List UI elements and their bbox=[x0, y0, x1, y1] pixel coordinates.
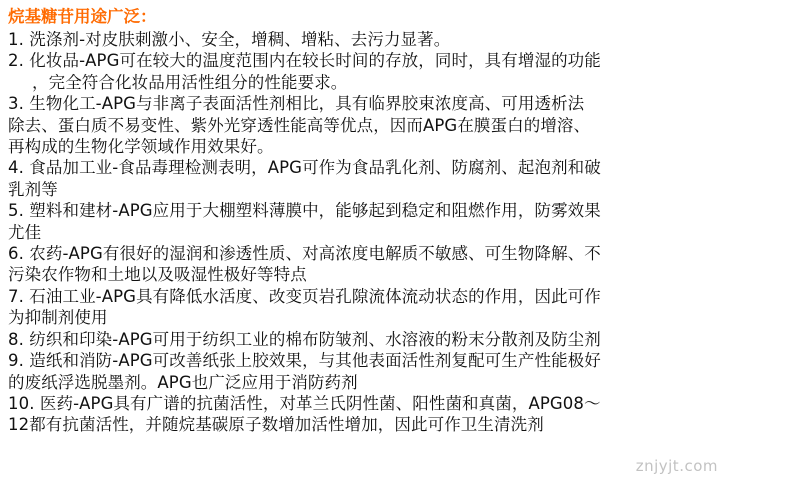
text-line: 乳剂等 bbox=[8, 179, 58, 199]
text-line: 的废纸浮选脱墨剂。APG也广泛应用于消防药剂 bbox=[8, 372, 358, 392]
text-line: 污染农作物和土地以及吸湿性极好等特点 bbox=[8, 265, 307, 285]
watermark: znjyjt.com bbox=[635, 457, 718, 475]
text-line: 12都有抗菌活性，并随烷基碳原子数增加活性增加，因此可作卫生清洗剂 bbox=[8, 415, 544, 435]
text-line: 3. 生物化工-APG与非离子表面活性剂相比，具有临界胶束浓度高、可用透析法 bbox=[8, 94, 585, 114]
text-line: 6. 农药-APG有很好的湿润和渗透性质、对高浓度电解质不敏感、可生物降解、不 bbox=[8, 244, 601, 264]
text-line: 为抑制剂使用 bbox=[8, 308, 108, 328]
text-line: 尤佳 bbox=[8, 222, 42, 242]
text-line: 再构成的生物化学领域作用效果好。 bbox=[8, 137, 274, 157]
text-line: ，完全符合化妆品用活性组分的性能要求。 bbox=[32, 72, 348, 92]
text-line: 10. 医药-APG具有广谱的抗菌活性，对革兰氏阴性菌、阳性菌和真菌，APG08～ bbox=[8, 393, 601, 413]
text-line: 9. 造纸和消防-APG可改善纸张上胶效果，与其他表面活性剂复配可生产性能极好 bbox=[8, 351, 601, 371]
text-line: 8. 纺织和印染-APG可用于纺织工业的棉布防皱剂、水溶液的粉末分散剂及防尘剂 bbox=[8, 329, 601, 349]
text-line: 4. 食品加工业-食品毒理检测表明，APG可作为食品乳化剂、防腐剂、起泡剂和破 bbox=[8, 158, 601, 178]
text-line: 1. 洗涤剂-对皮肤刺激小、安全，增稠、增粘、去污力显著。 bbox=[8, 30, 451, 49]
text-line: 7. 石油工业-APG具有降低水活度、改变页岩孔隙流体流动状态的作用，因此可作 bbox=[8, 286, 601, 306]
text-line: 2. 化妆品-APG可在较大的温度范围内在较长时间的存放，同时，具有增湿的功能 bbox=[8, 51, 601, 71]
section-title: 烷基糖苷用途广泛： bbox=[8, 7, 157, 26]
text-line: 5. 塑料和建材-APG应用于大棚塑料薄膜中，能够起到稳定和阻燃作用，防雾效果 bbox=[8, 201, 601, 221]
text-line: 除去、蛋白质不易变性、紫外光穿透性能高等优点，因而APG在膜蛋白的增溶、 bbox=[8, 115, 591, 135]
